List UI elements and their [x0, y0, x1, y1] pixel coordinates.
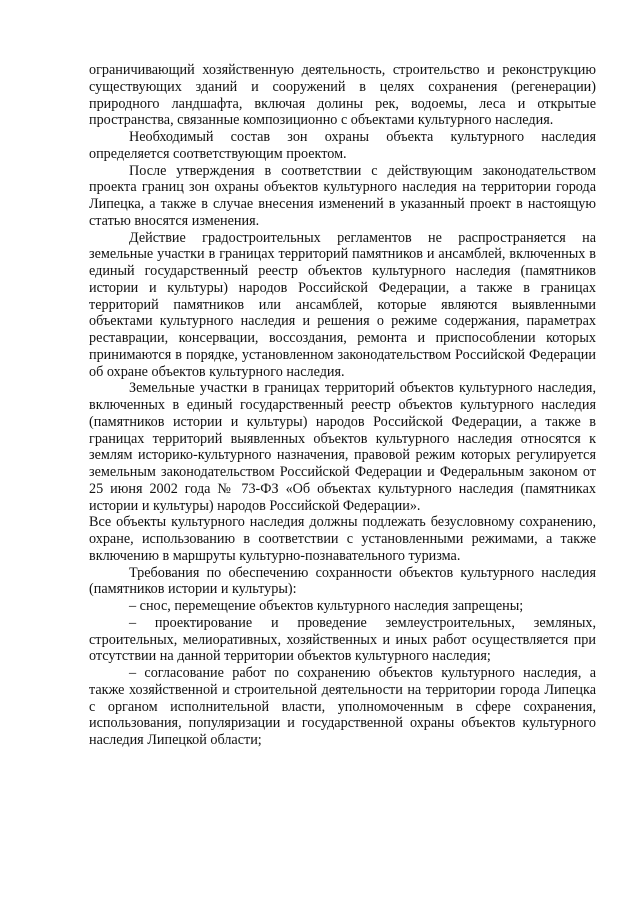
paragraph-all-objects: Все объекты культурного наследия должны подлежать безусловному сохранению, охране, использованию в соответствии с установленными режимами, а также включению в маршруты культурно-познавательного туризма. [89, 514, 596, 564]
document-page [89, 62, 596, 749]
paragraph-zone-composition: Необходимый состав зон охраны объекта культурного наследия определяется соответствующим проектом. [89, 129, 596, 162]
paragraph-regulations-scope: Действие градостроительных регламентов не распространяется на земельные участки в границах территорий памятников и ансамблей, включенных в единый государственный реестр объектов культурного наследия (памятников истории и культуры) народов Российской Федерации, а также в границах территорий памятников или ансамблей, которые являются выявленными объектами культурного наследия и решения о режиме содержания, параметрах реставрации, консервации, воссоздания, ремонта и приспособлении которых принимаются в порядке, установленном законодательством Российской Федерации об охране объектов культурного наследия. [89, 229, 596, 380]
list-item-work-approval: – согласование работ по сохранению объектов культурного наследия, а также хозяйственной и строительной деятельности на территории города Липецка с органом исполнительной власти, уполномоченным в сфере сохранения, использования, популяризации и государственной охраны объектов культурного наследия Липецкой области; [89, 665, 596, 748]
list-item-demolition-ban: – снос, перемещение объектов культурного наследия запрещены; [129, 598, 524, 614]
paragraph-land-plots: Земельные участки в границах территорий объектов культурного наследия, включенных в единый государственный реестр объектов культурного наследия (памятников истории и культуры) народов Российской Федерации, а также в границах территорий выявленных объектов культурного наследия относятся к землям историко-культурного назначения, правовой режим которых регулируется земельным законодательством Российской Федерации и Федеральным законом от 25 июня 2002 года № 73-ФЗ «Об объектах культурного наследия (памятниках истории и культуры) народов Российской Федерации». [89, 380, 596, 514]
paragraph-requirements-heading: Требования по обеспечению сохранности объектов культурного наследия (памятников истории и культуры): [89, 564, 596, 598]
list-item-design-works: – проектирование и проведение землеустроительных, земляных, строительных, мелиоративных, хозяйственных и иных работ осуществляется при отсутствии на данной территории объектов культурного наследия; [89, 614, 596, 665]
paragraph-project-approval: После утверждения в соответствии с действующим законодательством проекта границ зон охраны объектов культурного наследия на территории города Липецка, а также в случае внесения изменений в указанный проект в настоящую статью вносятся изменения. [89, 162, 596, 229]
paragraph-landscape-zone-continuation: ограничивающий хозяйственную деятельность, строительство и реконструкцию существующих зданий и сооружений в целях сохранения (регенерации) природного ландшафта, включая долины рек, водоемы, леса и открытые пространства, связанные композиционно с объектами культурного наследия. [89, 62, 596, 129]
